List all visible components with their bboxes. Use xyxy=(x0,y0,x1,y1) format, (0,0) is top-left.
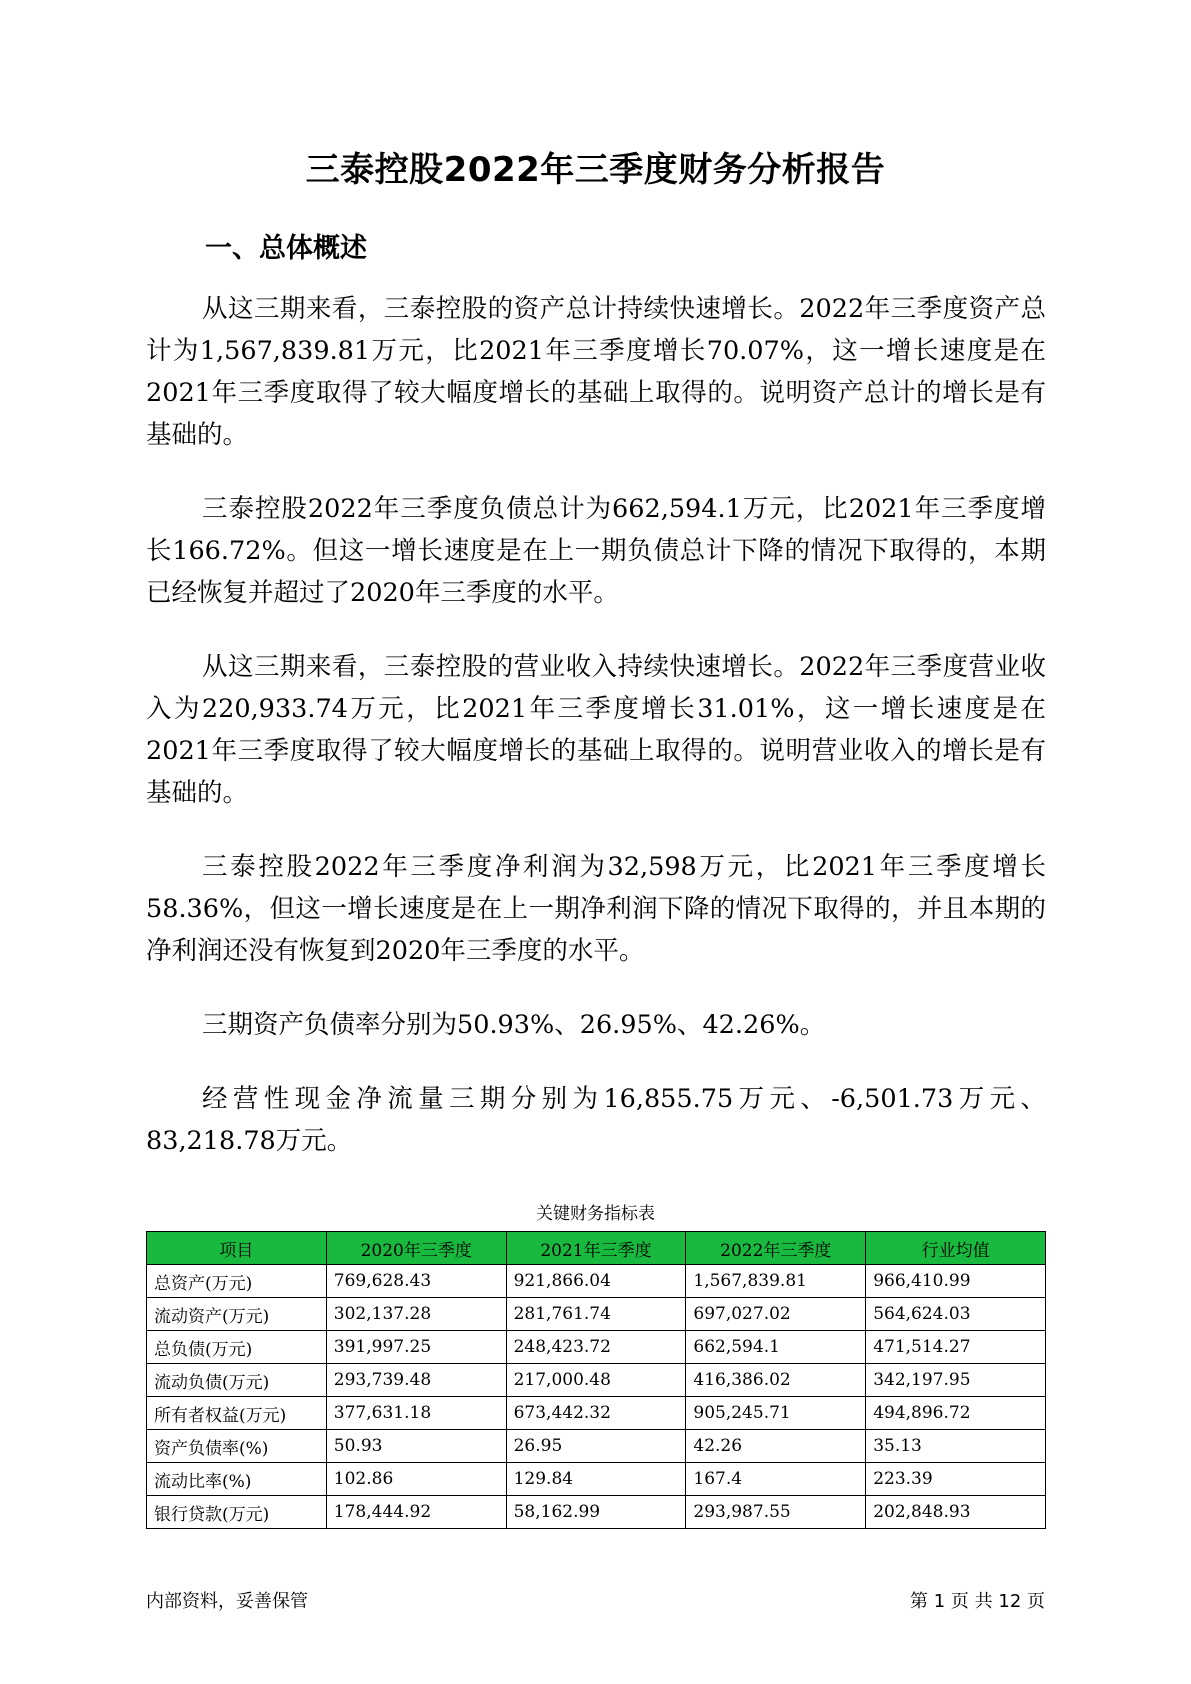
table-cell: 697,027.02 xyxy=(686,1298,866,1331)
table-row xyxy=(147,1331,1046,1364)
table-cell: 905,245.71 xyxy=(686,1397,866,1430)
table-row xyxy=(147,1430,1046,1463)
table-cell: 673,442.32 xyxy=(506,1397,686,1430)
table-cell: 129.84 xyxy=(506,1463,686,1496)
table-row xyxy=(147,1496,1046,1529)
table-cell: 293,987.55 xyxy=(686,1496,866,1529)
table-cell: 26.95 xyxy=(506,1430,686,1463)
header-item: 项目 xyxy=(147,1232,327,1265)
header-2021q3: 2021年三季度 xyxy=(506,1232,686,1265)
table-cell: 966,410.99 xyxy=(866,1265,1046,1298)
table-cell: 377,631.18 xyxy=(326,1397,506,1430)
table-cell: 662,594.1 xyxy=(686,1331,866,1364)
paragraph-total-assets: 从这三期来看，三泰控股的资产总计持续快速增长。2022年三季度资产总计为1,567,839.81万元，比2021年三季度增长70.07%，这一增长速度是在2021年三季度取得了较大幅度增长的基础上取得的。说明资产总计的增长是有基础的。 xyxy=(146,294,1046,450)
table-cell: 494,896.72 xyxy=(866,1397,1046,1430)
paragraph-total-liabilities: 三泰控股2022年三季度负债总计为662,594.1万元，比2021年三季度增长166.72%。但这一增长速度是在上一期负债总计下降的情况下取得的，本期已经恢复并超过了2020年三季度的水平。 xyxy=(146,494,1046,608)
row-label: 资产负债率(%) xyxy=(147,1430,327,1463)
table-cell: 178,444.92 xyxy=(326,1496,506,1529)
paragraph-revenue: 从这三期来看，三泰控股的营业收入持续快速增长。2022年三季度营业收入为220,933.74万元，比2021年三季度增长31.01%，这一增长速度是在2021年三季度取得了较大幅度增长的基础上取得的。说明营业收入的增长是有基础的。 xyxy=(146,652,1046,808)
table-cell: 167.4 xyxy=(686,1463,866,1496)
table-cell: 471,514.27 xyxy=(866,1331,1046,1364)
table-cell: 302,137.28 xyxy=(326,1298,506,1331)
table-header-row xyxy=(147,1232,1046,1265)
table-row xyxy=(147,1364,1046,1397)
header-2022q3: 2022年三季度 xyxy=(686,1232,866,1265)
row-label: 所有者权益(万元) xyxy=(147,1397,327,1430)
header-industry-avg: 行业均值 xyxy=(866,1232,1046,1265)
document-title: 三泰控股2022年三季度财务分析报告 xyxy=(305,150,886,190)
table-cell: 217,000.48 xyxy=(506,1364,686,1397)
table-cell: 416,386.02 xyxy=(686,1364,866,1397)
table-cell: 921,866.04 xyxy=(506,1265,686,1298)
table-cell: 202,848.93 xyxy=(866,1496,1046,1529)
row-label: 总资产(万元) xyxy=(147,1265,327,1298)
section-heading: 一、总体概述 xyxy=(205,233,367,264)
footer-confidential-note: 内部资料，妥善保管 xyxy=(146,1591,308,1612)
table-cell: 35.13 xyxy=(866,1430,1046,1463)
table-row xyxy=(147,1463,1046,1496)
row-label: 流动负债(万元) xyxy=(147,1364,327,1397)
financial-indicators-table xyxy=(146,1231,1046,1529)
table-cell: 281,761.74 xyxy=(506,1298,686,1331)
table-cell: 223.39 xyxy=(866,1463,1046,1496)
table-row xyxy=(147,1397,1046,1430)
table-cell: 248,423.72 xyxy=(506,1331,686,1364)
table-cell: 1,567,839.81 xyxy=(686,1265,866,1298)
table-cell: 58,162.99 xyxy=(506,1496,686,1529)
paragraph-debt-ratio: 三期资产负债率分别为50.93%、26.95%、42.26%。 xyxy=(202,1010,826,1040)
paragraph-net-profit: 三泰控股2022年三季度净利润为32,598万元，比2021年三季度增长58.36%，但这一增长速度是在上一期净利润下降的情况下取得的，并且本期的净利润还没有恢复到2020年三季度的水平。 xyxy=(146,852,1046,966)
table-cell: 293,739.48 xyxy=(326,1364,506,1397)
table-cell: 50.93 xyxy=(326,1430,506,1463)
footer-page-number: 第 1 页 共 12 页 xyxy=(910,1591,1045,1612)
table-cell: 342,197.95 xyxy=(866,1364,1046,1397)
table-cell: 391,997.25 xyxy=(326,1331,506,1364)
row-label: 流动比率(%) xyxy=(147,1463,327,1496)
table-cell: 102.86 xyxy=(326,1463,506,1496)
table-cell: 564,624.03 xyxy=(866,1298,1046,1331)
body-paragraphs xyxy=(146,288,1046,1194)
table-row xyxy=(147,1265,1046,1298)
table-row xyxy=(147,1298,1046,1331)
row-label: 总负债(万元) xyxy=(147,1331,327,1364)
paragraph-cash-flow: 经营性现金净流量三期分别为16,855.75万元、-6,501.73万元、83,218.78万元。 xyxy=(146,1084,1046,1156)
table-cell: 42.26 xyxy=(686,1430,866,1463)
header-2020q3: 2020年三季度 xyxy=(326,1232,506,1265)
row-label: 银行贷款(万元) xyxy=(147,1496,327,1529)
row-label: 流动资产(万元) xyxy=(147,1298,327,1331)
table-caption: 关键财务指标表 xyxy=(536,1204,655,1224)
table-cell: 769,628.43 xyxy=(326,1265,506,1298)
